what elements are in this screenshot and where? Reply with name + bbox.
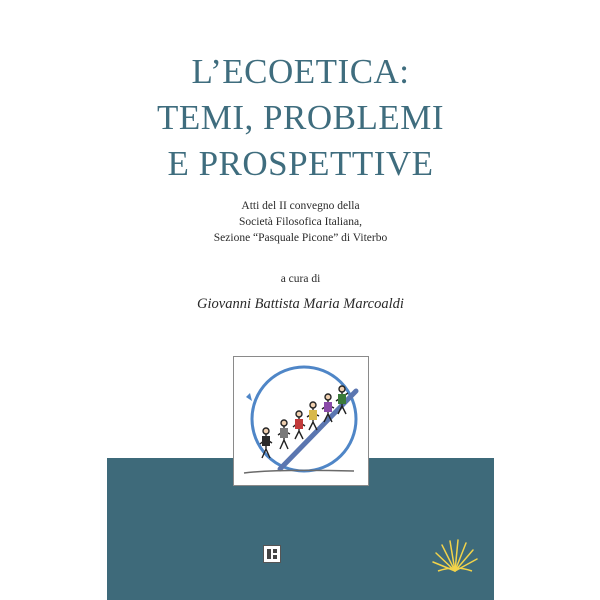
subtitle-line-1: Atti del II convegno della xyxy=(241,200,360,212)
curated-by-label: a cura di xyxy=(280,273,321,285)
subtitle-line-3: Sezione “Pasquale Picone” di Viterbo xyxy=(213,232,388,244)
title-line-2: TEMI, PROBLEMI xyxy=(157,98,444,137)
title-line-1: L’ECOETICA: xyxy=(191,52,410,91)
book-cover xyxy=(107,0,494,600)
cover-illustration xyxy=(233,356,369,486)
illustration-figures-climbing-circle xyxy=(234,357,368,485)
title-line-3: E PROSPETTIVE xyxy=(167,144,434,183)
sunburst-icon xyxy=(430,535,480,577)
editor-name: Giovanni Battista Maria Marcoaldi xyxy=(197,296,404,312)
subtitle-line-2: Società Filosofica Italiana, xyxy=(239,216,362,228)
publisher-logo-icon xyxy=(263,545,281,563)
